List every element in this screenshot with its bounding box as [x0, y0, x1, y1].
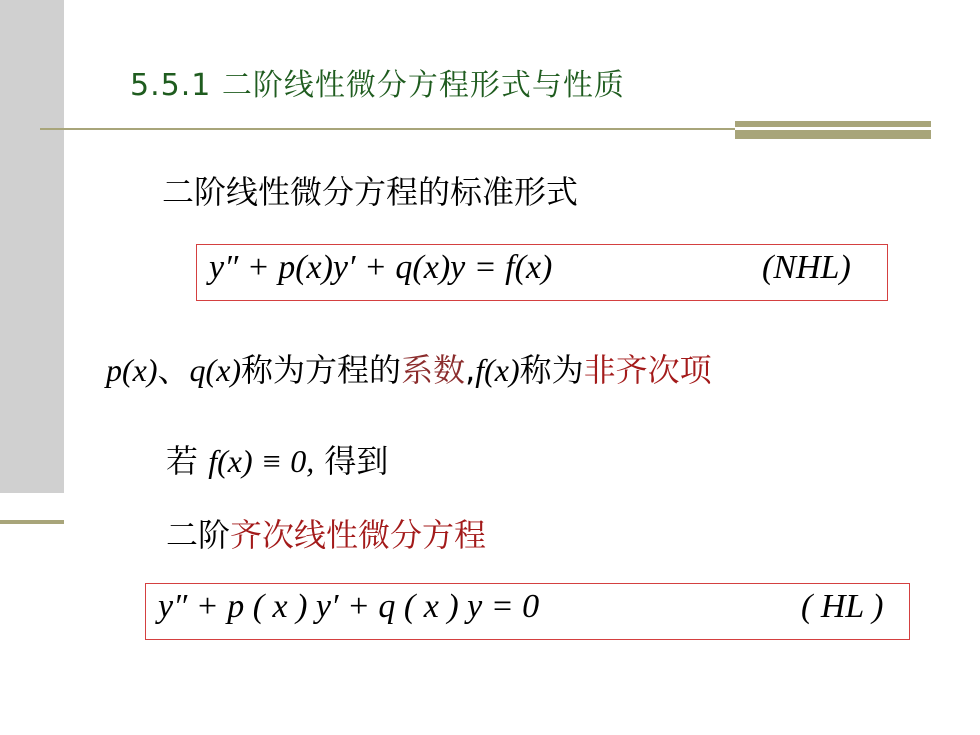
qx-term: q(x) — [189, 352, 242, 388]
hom-rest: 线性微分方程 — [294, 516, 487, 554]
nhl-formula-box — [196, 244, 888, 301]
side-decoration-rule — [0, 520, 64, 524]
comma: , — [465, 351, 476, 389]
nhl-equation: y″ + p(x)y′ + q(x)y = f(x) — [209, 249, 553, 286]
side-decoration-bar — [0, 0, 64, 493]
fx-term: f(x) — [475, 352, 520, 388]
title-accent-block — [735, 121, 931, 139]
homogeneous-heading — [166, 510, 486, 556]
get-word: 得到 — [324, 442, 389, 480]
condition-line — [166, 436, 388, 482]
condition: f(x) ≡ 0, — [208, 443, 315, 479]
nonhomogeneous-term: 非齐次项 — [583, 351, 712, 389]
hl-formula-box — [145, 583, 910, 640]
standard-form-heading: 二阶线性微分方程的标准形式 — [162, 173, 579, 211]
px-term: p(x) — [106, 352, 158, 388]
called-text-2: 称为 — [519, 351, 584, 389]
nhl-tag: (NHL) — [762, 249, 851, 286]
called-text: 称为方程的 — [241, 351, 402, 389]
coefficient-line — [106, 345, 712, 391]
hom-prefix: 二阶 — [166, 516, 231, 554]
separator: 、 — [157, 351, 190, 389]
hom-highlight: 齐次 — [230, 516, 295, 554]
hl-tag: ( HL ) — [801, 588, 884, 625]
hl-equation: y″ + p ( x ) y′ + q ( x ) y = 0 — [158, 588, 540, 625]
coefficient-term: 系数 — [401, 351, 466, 389]
if-word: 若 — [166, 442, 199, 480]
slide-title: 5.5.1 二阶线性微分方程形式与性质 — [130, 68, 625, 103]
title-underline — [40, 128, 735, 130]
